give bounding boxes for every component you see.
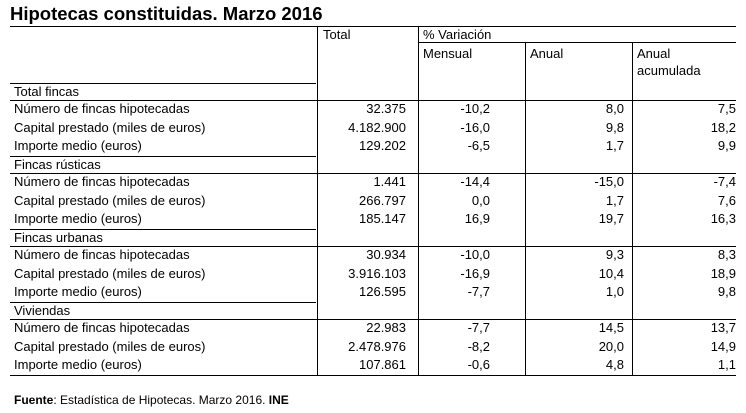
cell-mensual: 0,0 [471,193,490,208]
cell-anual: 9,8 [605,120,624,135]
cell-total: 32.375 [366,101,406,116]
cell-anual: 14,5 [598,320,624,335]
cell-total: 22.983 [366,320,406,335]
row-label: Capital prestado (miles de euros) [14,120,206,135]
cell-mensual: -8,2 [467,339,490,354]
cell-total: 30.934 [366,247,406,262]
variacion-rule [418,42,736,43]
source-text: : Estadística de Hipotecas. Marzo 2016. [53,393,269,407]
table-bottom-rule [10,375,736,376]
divider-acumulada [632,83,633,375]
cell-acumulada: 16,3 [710,211,736,226]
table-row [0,119,746,137]
row-label: Capital prestado (miles de euros) [14,266,206,281]
cell-anual: 1,7 [605,138,624,153]
row-label: Capital prestado (miles de euros) [14,339,206,354]
cell-mensual: -16,9 [460,266,490,281]
cell-acumulada: 13,7 [710,320,736,335]
section-label-total-fincas: Total fincas [14,84,80,99]
cell-total: 4.182.900 [348,120,406,135]
cell-acumulada: 9,8 [717,284,736,299]
cell-acumulada: -7,4 [713,174,736,189]
row-label: Importe medio (euros) [14,357,142,372]
header-anual: Anual [530,46,564,61]
cell-anual: 10,4 [598,266,624,281]
header-divider-anual [525,43,526,83]
table-row [0,246,746,264]
header-divider-total [317,27,318,83]
source-note [14,393,289,407]
cell-mensual: -0,6 [467,357,490,372]
cell-acumulada: 8,3 [717,247,736,262]
divider-anual [525,83,526,375]
cell-mensual: -10,0 [460,247,490,262]
cell-mensual: -6,5 [467,138,490,153]
cell-total: 2.478.976 [348,339,406,354]
row-label: Número de fincas hipotecadas [14,101,190,116]
divider-mensual [418,83,419,375]
row-label: Importe medio (euros) [14,211,142,226]
cell-mensual: -14,4 [460,174,490,189]
section-label-fincas-rusticas: Fincas rústicas [14,157,101,172]
table-row [0,192,746,210]
cell-anual: -15,0 [594,174,624,189]
cell-mensual: -7,7 [467,284,490,299]
table-row [0,210,746,228]
table-row [0,338,746,356]
table-row [0,283,746,301]
header-anual-acumulada-2: acumulada [637,63,701,78]
cell-anual: 8,0 [605,101,624,116]
header-divider-mensual [418,27,419,83]
cell-acumulada: 14,9 [710,339,736,354]
header-variacion: % Variación [423,27,492,42]
table-row [0,356,746,374]
cell-anual: 1,7 [605,193,624,208]
cell-mensual: -10,2 [460,101,490,116]
cell-acumulada: 9,9 [717,138,736,153]
cell-acumulada: 1,1 [717,357,736,372]
cell-total: 1.441 [373,174,406,189]
title-rule [10,26,736,27]
cell-anual: 20,0 [598,339,624,354]
cell-anual: 19,7 [598,211,624,226]
cell-mensual: 16,9 [464,211,490,226]
cell-anual: 9,3 [605,247,624,262]
cell-total: 126.595 [359,284,406,299]
row-label: Número de fincas hipotecadas [14,320,190,335]
cell-total: 3.916.103 [348,266,406,281]
cell-acumulada: 7,5 [717,101,736,116]
cell-anual: 1,0 [605,284,624,299]
header-total: Total [323,27,351,42]
section-label-viviendas: Viviendas [14,303,71,318]
cell-total: 266.797 [359,193,406,208]
table-row [0,100,746,118]
table-row [0,265,746,283]
table-row [0,173,746,191]
cell-acumulada: 18,2 [710,120,736,135]
source-org: INE [268,393,289,407]
table-row [0,137,746,155]
table-row [0,319,746,337]
divider-total [317,83,318,375]
header-anual-acumulada-1: Anual [637,46,671,61]
row-label: Capital prestado (miles de euros) [14,193,206,208]
row-label: Número de fincas hipotecadas [14,174,190,189]
cell-total: 185.147 [359,211,406,226]
page-title: Hipotecas constituidas. Marzo 2016 [10,3,323,24]
cell-mensual: -7,7 [467,320,490,335]
source-prefix: Fuente [14,393,54,407]
cell-mensual: -16,0 [460,120,490,135]
cell-acumulada: 7,6 [717,193,736,208]
section-label-fincas-urbanas: Fincas urbanas [14,230,103,245]
row-label: Importe medio (euros) [14,138,142,153]
header-mensual: Mensual [423,46,473,61]
header-divider-acumulada [632,43,633,83]
cell-total: 107.861 [359,357,406,372]
cell-anual: 4,8 [605,357,624,372]
row-label: Número de fincas hipotecadas [14,247,190,262]
row-label: Importe medio (euros) [14,284,142,299]
cell-acumulada: 18,9 [710,266,736,281]
cell-total: 129.202 [359,138,406,153]
